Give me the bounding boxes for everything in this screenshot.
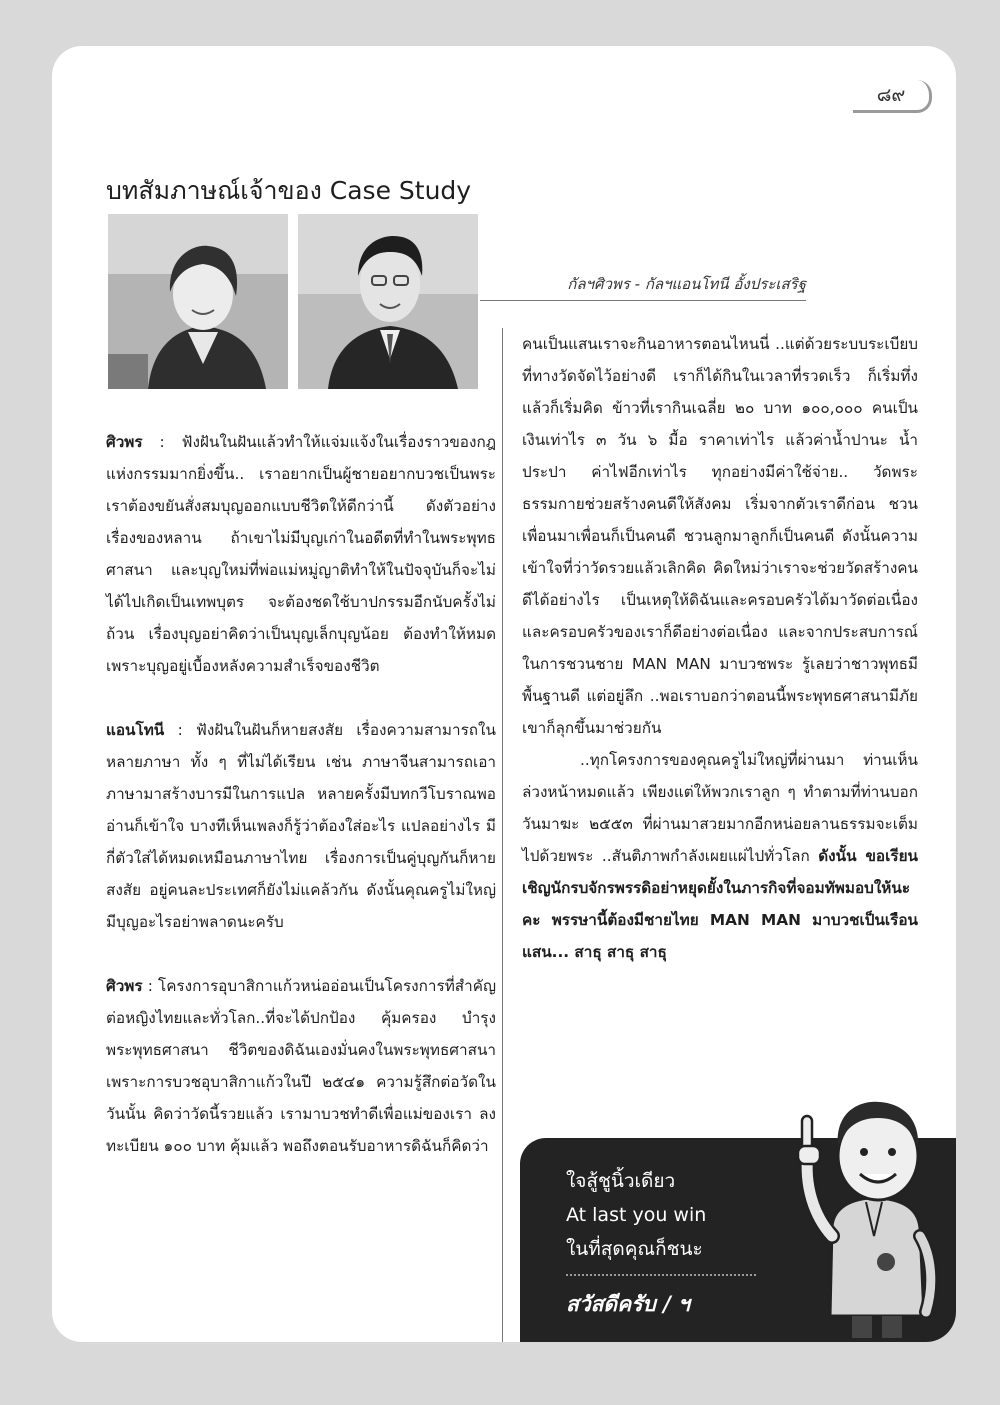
slogan-line-thai-translation: ในที่สุดคุณก็ชนะ [566,1238,703,1260]
cartoon-mascot-illustration [774,1086,956,1342]
column-divider [502,328,503,1342]
left-column [106,426,496,1162]
page-number: ๘๙ [853,80,932,113]
photo-caption: กัลฯศิวพร - กัลฯแอนโทนี อั้งประเสริฐ [480,272,806,301]
photo-woman [108,214,288,389]
speaker-name: ศิวพร [106,977,143,995]
slogan-line-thai: ใจสู้ชูนิ้วเดียว [566,1170,676,1192]
closing-appeal: ดังนั้น ขอเรียนเชิญนักรบจักรพรรดิอย่าหยุดยั้งในภารกิจที่จอมทัพมอบให้นะคะ พรรษานี้ต้องมีชายไทย MAN MAN มาบวชเป็นเรือนแสน... สาธุ สาธุ สาธุ [522,847,918,961]
right-column [522,328,918,968]
slogan-line-english: At last you win [566,1204,707,1226]
magazine-page [52,46,956,1342]
interview-paragraph [522,744,918,968]
paragraph-text: : โครงการอุบาสิกาแก้วหน่ออ่อนเป็นโครงการที่สำคัญต่อหญิงไทยและทั่วโลก..ที่จะได้ปกป้อง คุ้มครอง บำรุงพระพุทธศาสนา ชีวิตของดิฉันเองมั่นคงในพระพุทธศาสนา เพราะการบวชอุบาสิกาแก้วในปี ๒๕๔๑ ความรู้สึกต่อวัดในวันนั้น คิดว่าวัดนี้รวยแล้ว เรามาบวชทำดีเพื่อแม่ของเรา ลงทะเบียน ๑๐๐ บาท คุ้มแล้ว พอถึงตอนรับอาหารดิฉันก็คิดว่า [106,977,496,1155]
interview-paragraph [106,426,496,682]
interview-paragraph [106,714,496,938]
speaker-name: แอนโทนี [106,721,165,739]
dotted-divider [566,1274,756,1276]
photo-man [298,214,478,389]
page-title: บทสัมภาษณ์เจ้าของ Case Study [106,175,472,205]
paragraph-text: ..ทุกโครงการของคุณครูไม่ใหญ่ที่ผ่านมา ท่านเห็นล่วงหน้าหมดแล้ว เพียงแต่ให้พวกเราลูก ๆ ทำตามที่ท่านบอก วันมาฆะ ๒๕๕๓ ที่ผ่านมาสวยมากอีกหน่อยลานธรรมจะเต็มไปด้วยพระ ..สันติภาพกำลังเผยแผ่ไปทั่วโลก [522,751,918,865]
paragraph-text: : ฟังฝันในฝันแล้วทำให้แจ่มแจ้งในเรื่องราวของกฎแห่งกรรมมากยิ่งขึ้น.. เราอยากเป็นผู้ชายอยากบวชเป็นพระ เราต้องขยันสั่งสมบุญออกแบบชีวิตให้ดีกว่านี้ ดังตัวอย่างเรื่องของหลาน ถ้าเขาไม่มีบุญเก่าในอดีตที่ทำในพระพุทธศาสนา และบุญใหม่ที่พ่อแม่หมู่ญาติทำให้ในปัจจุบันก็จะไม่ได้ไปเกิดเป็นเทพบุตร จะต้องชดใช้บาปกรรมอีกนับครั้งไม่ถ้วน เรื่องบุญอย่าคิดว่าเป็นบุญเล็กบุญน้อย ต้องทำให้หมด เพราะบุญอยู่เบื้องหลังความสำเร็จของชีวิต [106,433,496,675]
interview-paragraph: คนเป็นแสนเราจะกินอาหารตอนไหนนี่ ..แต่ด้วยระบบระเบียบที่ทางวัดจัดไว้อย่างดี เราก็ได้กินในเวลาที่รวดเร็ว ก็เริ่มทึ่ง แล้วก็เริ่มคิด ข้าวที่เรากินเฉลี่ย ๒๐ บาท ๑๐๐,๐๐๐ คนเป็นเงินเท่าไร ๓ วัน ๖ มื้อ ราคาเท่าไร แล้วค่าน้ำปานะ น้ำประปา ค่าไฟอีกเท่าไร ทุกอย่างมีค่าใช้จ่าย.. วัดพระธรรมกายช่วยสร้างคนดีให้สังคม เริ่มจากตัวเราดีก่อน ชวนเพื่อนมาเพื่อนก็เป็นคนดี ชวนลูกมาลูกก็เป็นคนดี ดังนั้นความเข้าใจที่ว่าวัดรวยแล้วเลิกคิด คิดใหม่ว่าเราจะช่วยวัดสร้างคนดีได้อย่างไร เป็นเหตุให้ดิฉันและครอบครัวได้มาวัดต่อเนื่อง และครอบครัวของเราก็ดีอย่างต่อเนื่อง และจากประสบการณ์ในการชวนชาย MAN MAN มาบวชพระ รู้เลยว่าชาวพุทธมีพื้นฐานดี แต่อยู่ลึก ..พอเราบอกว่าตอนนี้พระพุทธศาสนามีภัย เขาก็ลุกขึ้นมาช่วยกัน [522,335,918,737]
handwritten-signature: สวัสดีครับ / ฯ [566,1291,690,1316]
speaker-name: ศิวพร [106,433,143,451]
interview-paragraph [106,970,496,1162]
paragraph-text: : ฟังฝันในฝันก็หายสงสัย เรื่องความสามารถในหลายภาษา ทั้ง ๆ ที่ไม่ได้เรียน เช่น ภาษาจีนสามารถเอาภาษามาสร้างบารมีในการแปล หลายครั้งมีบทกวีโบราณพออ่านก็เข้าใจ บางทีเห็นเพลงก็รู้ว่าต้องใส่อะไร แปลอย่างไร มีกี่ตัวใส่ได้หมดเหมือนภาษาไทย เรื่องการเป็นคู่บุญกันก็หายสงสัย อยู่คนละประเทศก็ยังไม่แคล้วกัน ดังนั้นคุณครูไม่ใหญ่มีบุญอะไรอย่าพลาดนะครับ [106,721,496,931]
slogan-text [566,1164,706,1266]
